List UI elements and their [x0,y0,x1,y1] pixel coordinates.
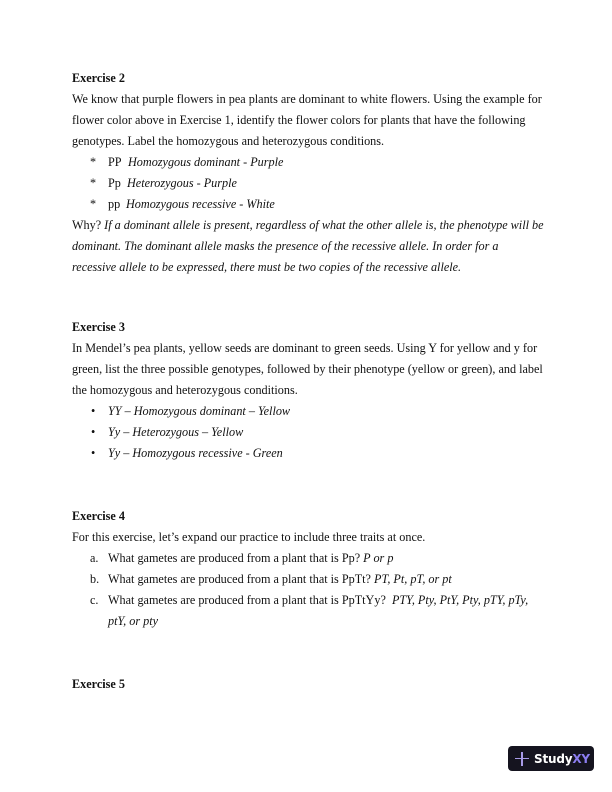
exercise-3-title: Exercise 3 [72,320,125,334]
exercise-2-prompt-line: We know that purple flowers in pea plants are dominant to white flowers. Using the example for [72,92,542,106]
answer: Homozygous recessive - White [126,197,275,211]
why-answer-line: dominant. The dominant allele masks the presence of the recessive allele. In order for a [72,239,499,253]
exercise-4-prompt: For this exercise, let’s expand our practice to include three traits at once. [72,530,426,544]
list-marker: a. [90,551,99,565]
asterisk-marker: * [90,155,97,169]
question: What gametes are produced from a plant that is Pp? [108,551,361,565]
why-label: Why? [72,218,102,232]
bullet-icon: • [91,446,96,460]
answer: Yy – Heterozygous – Yellow [108,425,244,439]
exercise-3-prompt-line: the homozygous and heterozygous conditions. [72,383,298,397]
exercise-2-prompt-line: genotypes. Label the homozygous and heterozygous conditions. [72,134,385,148]
list-marker: b. [90,572,100,586]
question-line [108,572,452,586]
answer: Yy – Homozygous recessive - Green [108,446,283,460]
question-line [108,593,528,607]
answer: Homozygous dominant - Purple [128,155,284,169]
answer: P or p [363,551,394,565]
exercise-5-title: Exercise 5 [72,677,125,691]
asterisk-marker: * [90,176,97,190]
asterisk-marker: * [90,197,97,211]
genotype: PP [108,155,122,169]
genotype: Pp [108,176,121,190]
question: What gametes are produced from a plant that is PpTtYy? [108,593,386,607]
genotype: pp [108,197,121,211]
question-line [108,551,393,565]
exercise-2-title: Exercise 2 [72,71,125,85]
answer: YY – Homozygous dominant – Yellow [108,404,291,418]
answer: Heterozygous - Purple [127,176,237,190]
exercise-3-prompt-line: In Mendel’s pea plants, yellow seeds are dominant to green seeds. Using Y for yellow and y for [72,341,538,355]
why-answer-line: recessive allele to be expressed, there must be two copies of the recessive allele. [72,260,462,274]
brand-accent: XY [572,751,590,766]
exercise-4-title: Exercise 4 [72,509,125,523]
exercise-2-prompt-line: flower color above in Exercise 1, identify the flower colors for plants that have the following [72,113,526,127]
brand-main: Study [534,751,573,766]
brand-name [534,752,590,766]
answer-continuation: ptY, or pty [108,614,159,628]
plus-icon [515,752,529,766]
studyxy-badge[interactable] [508,746,594,771]
bullet-icon: • [91,425,96,439]
why-line [72,218,544,232]
question: What gametes are produced from a plant that is PpTt? [108,572,371,586]
answer: PT, Pt, pT, or pt [374,572,452,586]
exercise-3-prompt-line: green, list the three possible genotypes, followed by their phenotype (yellow or green), and label [72,362,543,376]
bullet-icon: • [91,404,96,418]
list-marker: c. [90,593,99,607]
answer: PTY, Pty, PtY, Pty, pTY, pTy, [391,593,529,607]
why-answer: If a dominant allele is present, regardless of what the other allele is, the phenotype will be [104,218,544,232]
